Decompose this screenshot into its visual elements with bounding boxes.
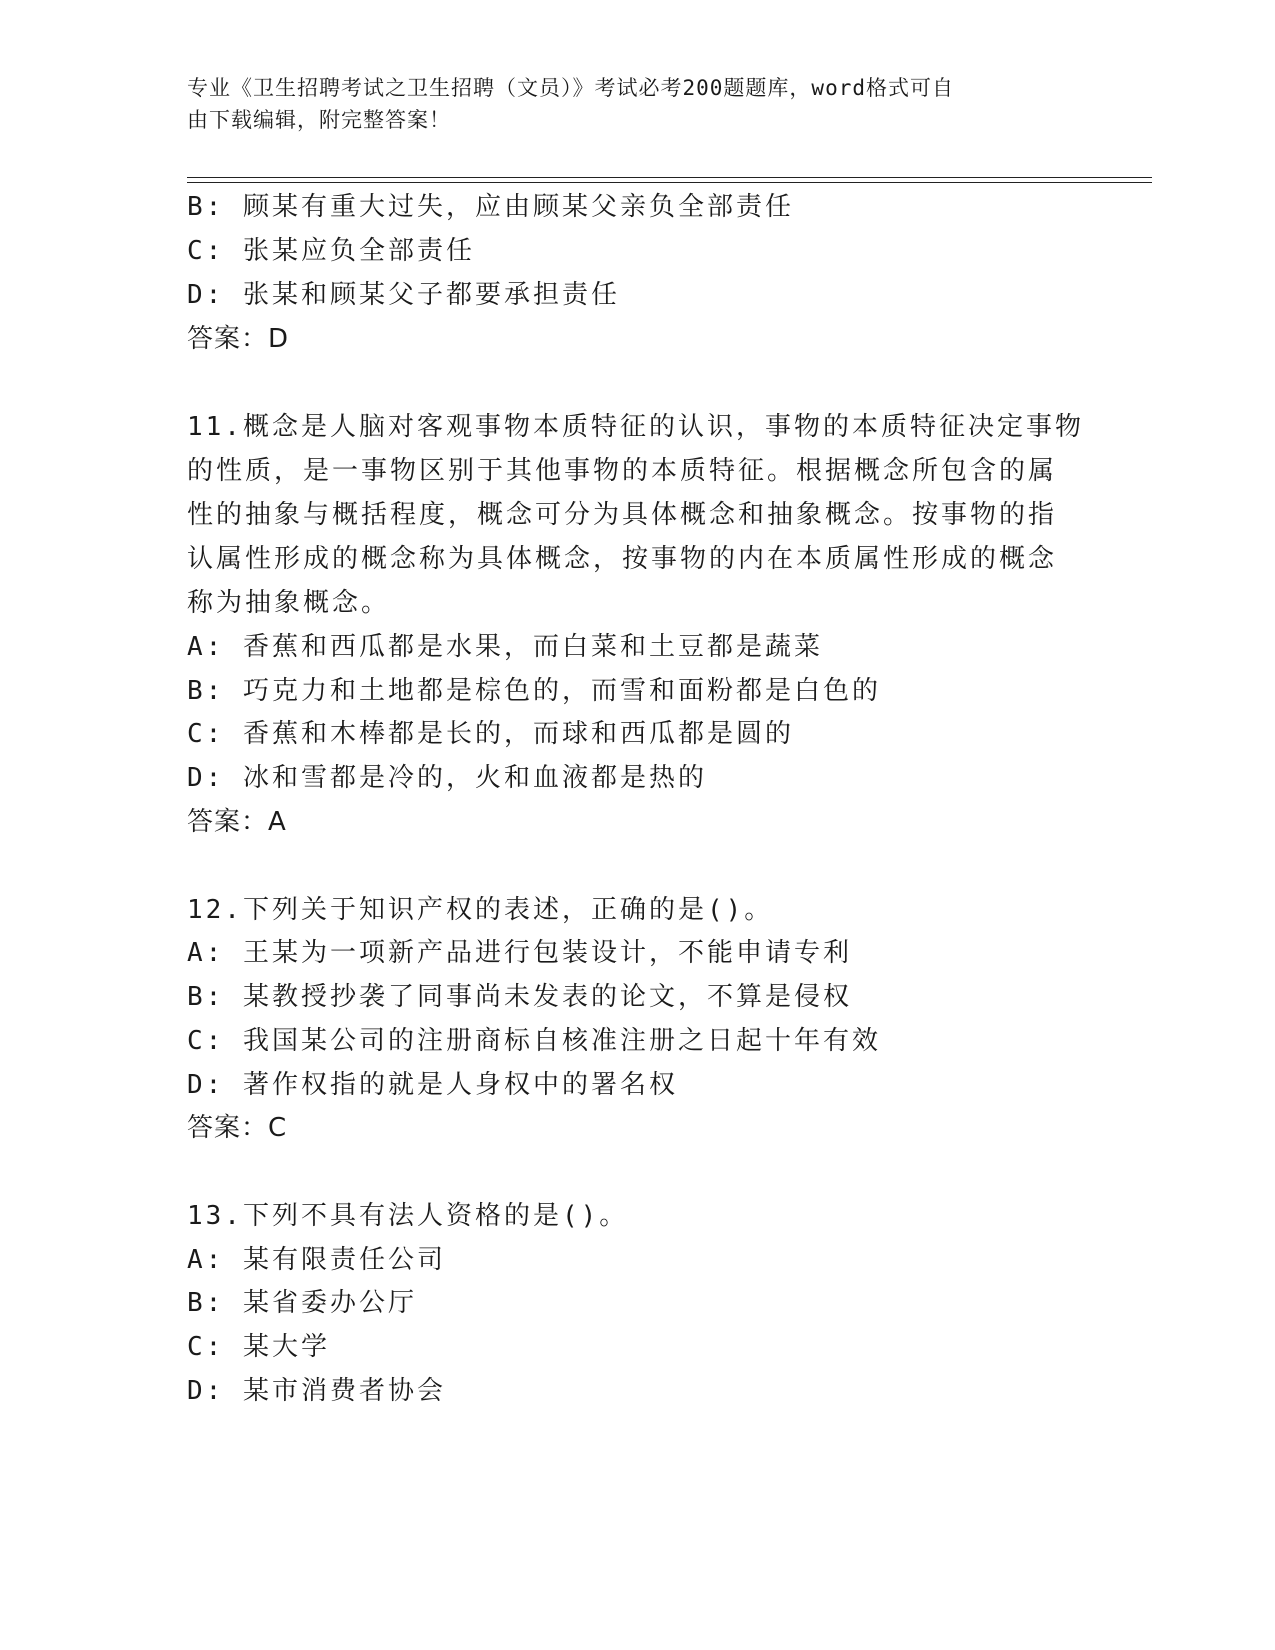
q12-answer: 答案：C	[187, 1113, 288, 1143]
q12-option-b: B: 某教授抄袭了同事尚未发表的论文，不算是侵权	[187, 982, 852, 1012]
q11-stem-line-2: 的性质，是一事物区别于其他事物的本质特征。根据概念所包含的属	[187, 456, 1058, 486]
q11-stem-line-3: 性的抽象与概括程度，概念可分为具体概念和抽象概念。按事物的指	[187, 500, 1058, 530]
q11-stem-line-5: 称为抽象概念。	[187, 588, 391, 618]
header-line-1: 专业《卫生招聘考试之卫生招聘（文员）》考试必考200题题库，word格式可自	[187, 76, 954, 100]
q11-stem-line-1: 11.概念是人脑对客观事物本质特征的认识，事物的本质特征决定事物	[187, 412, 1084, 442]
q10-option-d: D: 张某和顾某父子都要承担责任	[187, 280, 620, 310]
q11-option-d: D: 冰和雪都是冷的，火和血液都是热的	[187, 763, 707, 793]
q12-option-c: C: 我国某公司的注册商标自核准注册之日起十年有效	[187, 1026, 881, 1056]
q10-option-b: B: 顾某有重大过失，应由顾某父亲负全部责任	[187, 192, 794, 222]
header-line-2: 由下载编辑，附完整答案！	[187, 108, 451, 132]
header-divider-top	[187, 177, 1152, 178]
q13-stem: 13.下列不具有法人资格的是()。	[187, 1201, 629, 1231]
header-divider-bottom	[187, 182, 1152, 183]
q13-option-a: A: 某有限责任公司	[187, 1245, 446, 1275]
q12-stem: 12.下列关于知识产权的表述，正确的是()。	[187, 895, 774, 925]
q10-option-c: C: 张某应负全部责任	[187, 236, 475, 266]
q10-answer: 答案：D	[187, 324, 290, 354]
q12-option-d: D: 著作权指的就是人身权中的署名权	[187, 1070, 678, 1100]
q12-option-a: A: 王某为一项新产品进行包装设计，不能申请专利	[187, 938, 852, 968]
q11-stem-line-4: 认属性形成的概念称为具体概念，按事物的内在本质属性形成的概念	[187, 544, 1058, 574]
document-header	[187, 72, 1067, 136]
q13-option-b: B: 某省委办公厅	[187, 1288, 417, 1318]
q11-answer: 答案：A	[187, 807, 287, 837]
q11-option-c: C: 香蕉和木棒都是长的，而球和西瓜都是圆的	[187, 719, 794, 749]
q11-option-b: B: 巧克力和土地都是棕色的，而雪和面粉都是白色的	[187, 676, 881, 706]
q13-option-d: D: 某市消费者协会	[187, 1376, 446, 1406]
q11-option-a: A: 香蕉和西瓜都是水果，而白菜和土豆都是蔬菜	[187, 632, 823, 662]
q13-option-c: C: 某大学	[187, 1332, 330, 1362]
